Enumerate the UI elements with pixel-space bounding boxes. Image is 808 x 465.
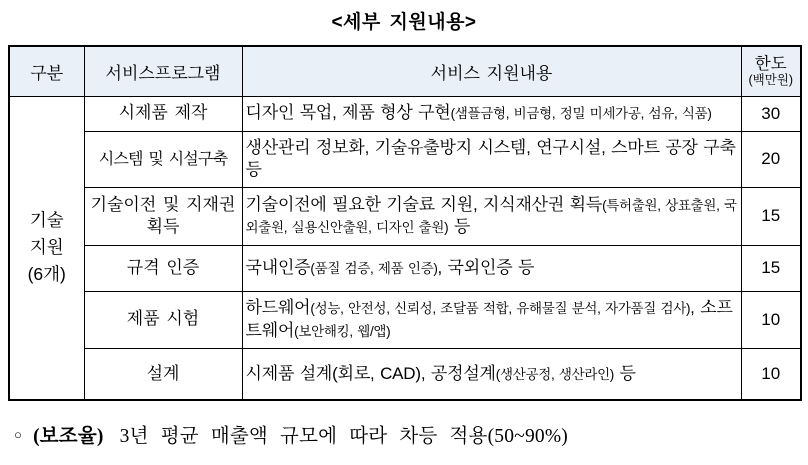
column-header-program: 서비스프로그램 — [84, 46, 242, 96]
description-cell — [242, 291, 741, 348]
desc-text: 등 — [448, 217, 471, 236]
desc-text: 기술이전에 필요한 기술료 지원, 지식재산권 획득 — [245, 194, 603, 214]
column-header-content: 서비스 지원내용 — [242, 46, 741, 96]
limit-header-title: 한도 — [754, 54, 787, 73]
table-row — [9, 245, 801, 291]
desc-text: 디자인 목업, 제품 형상 구현 — [245, 103, 451, 123]
category-group-cell — [9, 96, 84, 400]
description-cell — [242, 348, 741, 400]
column-header-limit — [741, 46, 801, 96]
description-cell — [242, 96, 741, 131]
desc-detail-text: (성능, 안전성, 신뢰성, 조달품 적합, 유해물질 분석, 자가품질 검사) — [310, 301, 691, 317]
table-row — [9, 291, 801, 348]
group-label-line: 지원 — [29, 237, 64, 258]
limit-cell: 20 — [741, 131, 801, 187]
note-range: (50~90%) — [487, 426, 568, 447]
header-row — [9, 46, 801, 96]
desc-text: 하드웨어 — [245, 298, 311, 318]
desc-detail-text: (품질 검증, 제품 인증) — [310, 260, 438, 276]
desc-text: 국내인증 — [245, 257, 311, 277]
program-cell: 설계 — [84, 348, 242, 400]
program-cell: 제품 시험 — [84, 291, 242, 348]
note-text: 3년 평균 매출액 규모에 따라 차등 적용 — [119, 426, 488, 447]
limit-cell: 10 — [741, 291, 801, 348]
circle-bullet-icon: ○ — [14, 427, 23, 442]
desc-text: 등 — [614, 363, 636, 383]
page-title: <세부 지원내용> — [331, 12, 477, 33]
column-header-category: 구분 — [9, 46, 84, 96]
program-cell: 규격 인증 — [84, 245, 242, 291]
table-row — [9, 187, 801, 245]
description-cell — [242, 131, 741, 187]
subsidy-rate-note — [14, 420, 800, 448]
limit-cell: 10 — [741, 348, 801, 400]
program-cell — [84, 131, 242, 187]
limit-cell: 15 — [741, 245, 801, 291]
desc-detail-text: (보안해킹, 웹/앱) — [294, 323, 391, 339]
group-label-line: 기술 — [29, 210, 64, 231]
group-label-line: (6개) — [27, 264, 66, 285]
desc-detail-text: (특허출원, 상표출원, 국외출원, 실용신안출원, 디자인 출원) — [245, 197, 737, 235]
note-label: (보조율) — [33, 426, 104, 447]
desc-text: 시제품 설계(회로, CAD), 공정설계 — [245, 363, 496, 383]
desc-text: , 국외인증 등 — [437, 257, 535, 277]
description-cell — [242, 245, 741, 291]
table-row — [9, 348, 801, 400]
limit-cell: 15 — [741, 187, 801, 245]
program-cell: 시제품 제작 — [84, 96, 242, 131]
limit-cell: 30 — [741, 96, 801, 131]
table-row — [9, 96, 801, 131]
support-detail-table — [8, 45, 802, 401]
desc-detail-text: (샘플금형, 비금형, 정밀 미세가공, 섬유, 식품) — [450, 106, 712, 122]
program-cell: 기술이전 및 지재권 획득 — [84, 187, 242, 245]
desc-text: , 소프트웨어 — [245, 298, 733, 340]
limit-header-unit: (백만원) — [748, 72, 794, 87]
table-row — [9, 131, 801, 187]
desc-text: 생산관리 정보화, 기술유출방지 시스템, 연구시설, 스마트 공장 구축 등 — [245, 137, 736, 179]
program-label: 시스템 및 시설구축 — [98, 150, 228, 168]
description-cell — [242, 187, 741, 245]
desc-detail-text: (생산공정, 생산라인) — [495, 366, 615, 382]
